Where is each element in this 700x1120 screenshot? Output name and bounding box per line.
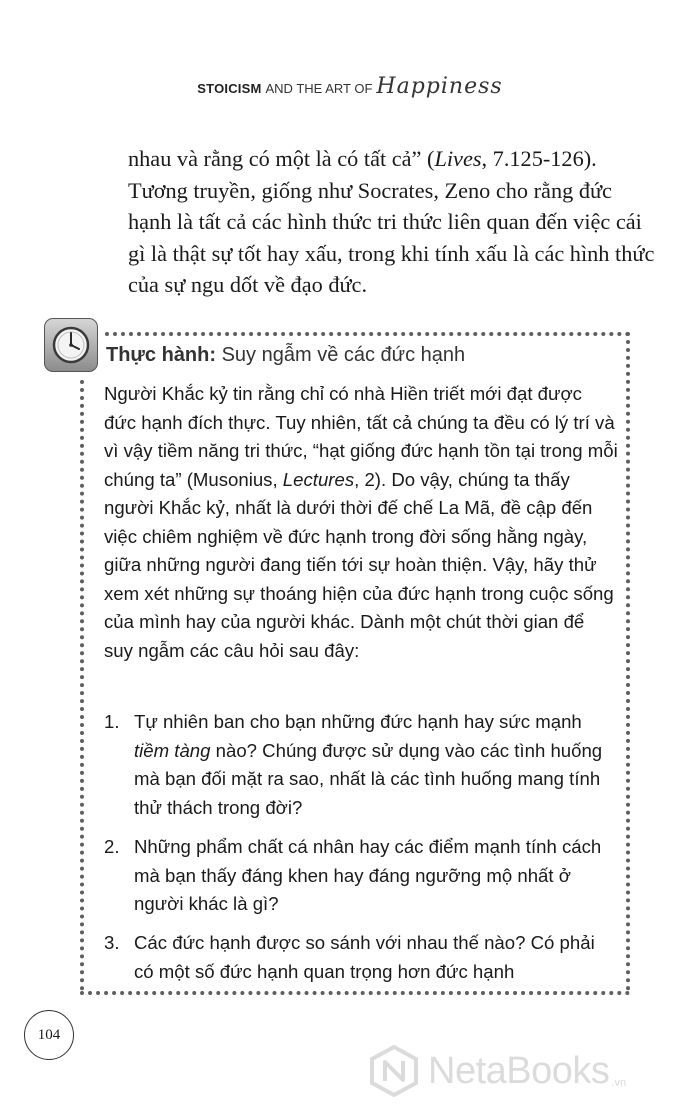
header-title-light: AND THE ART OF (265, 81, 373, 96)
netabooks-logo-icon (368, 1045, 420, 1097)
question-item-3 (104, 929, 618, 986)
box-border-bottom (80, 991, 630, 995)
question-number: 3. (104, 932, 120, 953)
exercise-paragraph (104, 380, 618, 665)
exercise-title-label: Thực hành: (106, 344, 217, 366)
body-text-italic: Lives (434, 146, 482, 171)
question-text (134, 708, 618, 822)
question-number: 2. (104, 836, 120, 857)
watermark-suffix: .vn (611, 1077, 627, 1089)
header-title-bold: STOICISM (197, 81, 262, 96)
question-number: 1. (104, 711, 120, 732)
header-title-script: Happiness (376, 74, 503, 99)
question-item-2 (104, 833, 618, 919)
question-text-part1: Tự nhiên ban cho bạn những đức hạnh hay sức mạnh (134, 711, 582, 732)
box-border-left (80, 380, 84, 991)
body-text-part2: , 7.125-126). Tương truyền, giống như Socrates, Zeno cho rằng đức hạnh là tất cả các hình thức tri thức liên quan đến việc cái gì là thật sự tốt hay xấu, trong khi tính xấu là các hình thức của sự ngu dốt về đạo đức. (128, 146, 655, 297)
box-border-top (105, 332, 630, 336)
exercise-text-part1: Người Khắc kỷ tin rằng chỉ có nhà Hiền triết mới đạt được đức hạnh đích thực. Tuy nhiên, tất cả chúng ta đều có lý trí và vì vậy tiềm năng tri thức, “hạt giống đức hạnh tồn tại trong mỗi chúng ta” (Musonius, (104, 383, 618, 490)
question-item-1 (104, 708, 618, 822)
exercise-text-part2: , 2). Do vậy, chúng ta thấy người Khắc kỷ, nhất là dưới thời đế chế La Mã, đề cập đến việc chiêm nghiệm về đức hạnh trong đời sống hằng ngày, giữa những người đang tiến tới sự hoàn thiện. Vậy, hãy thử xem xét những sự thoáng hiện của đức hạnh trong cuộc sống của mình hay của người khác. Dành một chút thời gian để suy ngẫm các câu hỏi sau đây: (104, 468, 614, 661)
question-text: Những phẩm chất cá nhân hay các điểm mạnh tính cách mà bạn thấy đáng khen hay đáng ngưỡng mộ nhất ở người khác là gì? (134, 836, 602, 914)
exercise-title-text: Suy ngẫm về các đức hạnh (221, 344, 466, 366)
exercise-title (106, 344, 465, 367)
question-text-part2: nào? Chúng được sử dụng vào các tình huống mà bạn đối mặt ra sao, nhất là các tình huống mang tính thử thách trong đời? (134, 739, 603, 818)
box-border-right (626, 332, 630, 991)
body-text-part1: nhau và rằng có một là có tất cả” ( (128, 146, 435, 171)
clock-icon-graphic (51, 325, 91, 365)
watermark (368, 1045, 626, 1097)
clock-icon (44, 318, 98, 372)
question-text-italic: tiềm tàng (134, 739, 211, 761)
question-text: Các đức hạnh được so sánh với nhau thế nào? Có phải có một số đức hạnh quan trọng hơn đức hạnh (134, 932, 595, 982)
watermark-text: NetaBooks (428, 1049, 610, 1092)
page-number: 104 (24, 1010, 74, 1060)
running-header (0, 74, 700, 99)
exercise-text-italic: Lectures (282, 468, 355, 490)
body-paragraph (128, 143, 658, 301)
